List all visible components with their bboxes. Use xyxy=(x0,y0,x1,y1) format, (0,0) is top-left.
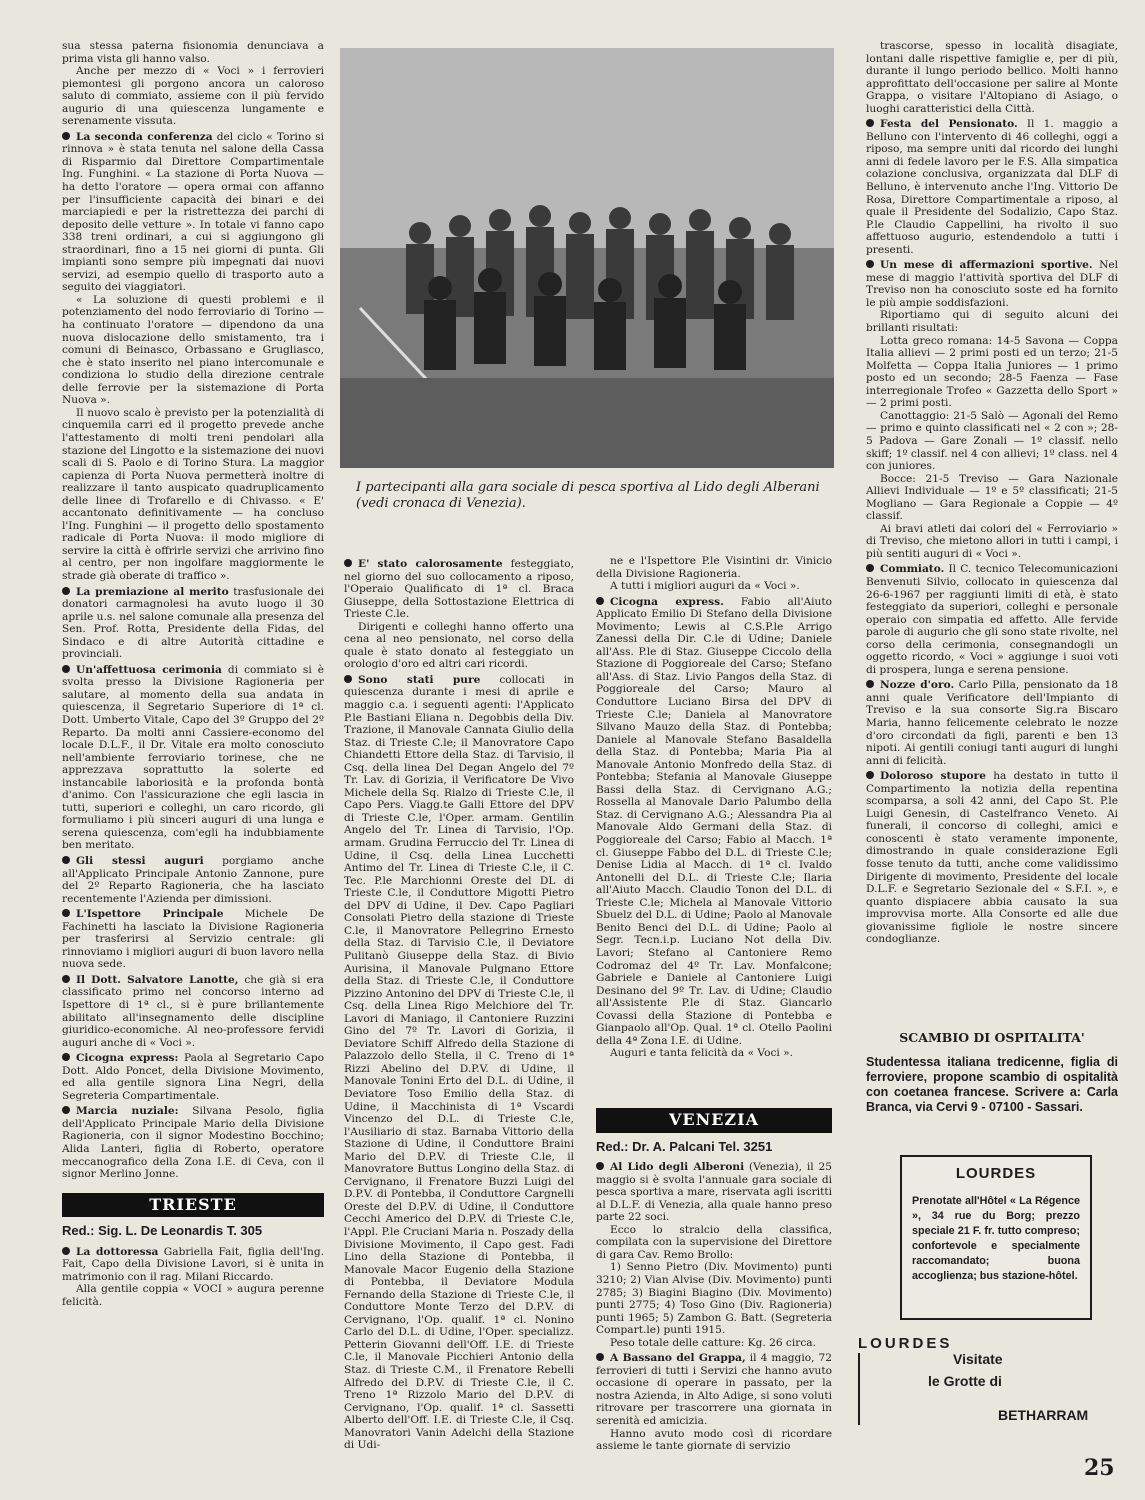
news-item xyxy=(344,558,574,621)
news-item xyxy=(344,674,574,1452)
bullet-icon xyxy=(62,132,70,140)
paragraph xyxy=(866,523,1118,561)
item-text: « La soluzione di questi problemi e il potenziamento del nodo ferroviario di Torino — ha continuato l'oratore — dipendono da una nuova dislocazione dello smistamento, tra i comuni di Beinasco, Orbassano e Grugliasco, che è stato inserito nel piano intercomunale e condiziona lo studio della direzione centrale delle ferrovie per la sistemazione di Porta Nuova ». xyxy=(62,293,324,407)
item-text: Riportiamo qui di seguito alcuni dei brillanti risultati: xyxy=(866,309,1118,335)
column-c xyxy=(596,555,832,1060)
paragraph xyxy=(344,621,574,671)
bullet-icon xyxy=(62,909,70,917)
venezia-items xyxy=(596,1161,832,1453)
news-items xyxy=(866,40,1118,946)
item-text: Il 1. maggio a Belluno con l'intervento di 46 colleghi, oggi a riposo, ma sempre uniti dal ricordo dei lunghi anni di fedele lavoro per le F.S. Alla simpatica colazione conclusiva, organizzata dal DLF di Belluno, è intervenuto anche l'Ing. Vittorio De Rosa, Direttore Compartimentale a riposo, al quale il Presidente del Sodalizio, Capo Staz. P.le Claudio Cappellini, ha rivolto il suo affettuoso augurio, estendendolo a tutti i presenti. xyxy=(866,118,1118,256)
item-text: Ecco lo stralcio della classifica, compilata con la supervisione del Direttore di gara Cav. Remo Brollo: xyxy=(596,1223,832,1261)
editor-line: Red.: Dr. A. Palcani Tel. 3251 xyxy=(596,1138,773,1154)
news-item xyxy=(866,770,1118,946)
news-item xyxy=(62,1052,324,1102)
paragraph xyxy=(62,294,324,407)
bullet-icon xyxy=(62,856,70,864)
exchange-heading: SCAMBIO DI OSPITALITA' xyxy=(899,1030,1085,1045)
item-lead: Marcia nuziale: xyxy=(76,1105,179,1118)
item-lead: Festa del Pensionato. xyxy=(880,118,1018,131)
news-items xyxy=(62,131,324,1181)
paragraph xyxy=(866,473,1118,523)
item-text: Nel mese di maggio l'attività sportiva del DLF di Treviso non ha conosciuto soste ed ha fornito le più ampie soddisfazioni. xyxy=(866,259,1118,309)
editor-line: Red.: Sig. L. De Leonardis T. 305 xyxy=(62,1223,263,1239)
bullet-icon xyxy=(866,771,874,779)
item-lead: E' stato calorosamente xyxy=(358,558,503,570)
item-lead: Cicogna express. xyxy=(610,595,724,608)
paragraph xyxy=(596,1428,832,1453)
item-text: Canottaggio: 21-5 Salò — Agonali del Remo — primo e quinto classificati nel « 2 con »; 28-5 Padova — Gare Zonali — 1º classif. nello skiff; 1º classif. nel 4 con allievi; 1º class. nel 4 con juniores. xyxy=(866,409,1118,473)
item-text: Alla gentile coppia « VOCI » augura perenne felicità. xyxy=(62,1283,324,1308)
ad-line: le Grotte di xyxy=(928,1373,1002,1389)
bullet-icon xyxy=(344,559,352,567)
ad-title: LOURDES xyxy=(955,1165,1037,1182)
item-text: Silvana Pesolo, figlia dell'Applicato Principale Mario della Divisione Ragioneria, con il signor Modestino Bocchino; Alida Lanteri, figlia di Roberto, operatore meccanografico della Zona I.E. di Ceva, con il signor Merlino Jonne. xyxy=(62,1105,324,1181)
news-item xyxy=(866,118,1118,256)
paragraph: sua stessa paterna fisionomia denunciava a prima vista gli hanno valso. xyxy=(62,40,324,65)
item-lead: La seconda conferenza xyxy=(76,130,213,143)
item-lead: Un'affettuosa cerimonia xyxy=(76,663,222,676)
bullet-icon xyxy=(62,587,70,595)
item-lead: La dottoressa xyxy=(76,1245,159,1258)
bullet-icon xyxy=(866,564,874,572)
item-text: di commiato si è svolta presso la Divisione Ragioneria per salutare, al momento della sua andata in quiescenza, il Segretario Superiore di 1ª cl. Dott. Umberto Vitale, Capo del 3º Gruppo del 2º Reparto. Da molti anni Cassiere-economo del locale D.L.F., il Dr. Vitale era molto conosciuto nell'ambiente ferroviario torinese, che ne apprezzava soprattutto la solerte ed instancabile laboriosità e la profonda bontà d'animo. Con l'assicurazione che egli lascia in tutti, superiori e colleghi, un caro ricordo, gli formuliamo i più sinceri auguri di una lunga e serena quiescenza, com'egli ha indubbiamente ben meritato. xyxy=(62,663,325,852)
paragraph xyxy=(596,555,832,580)
item-text: Peso totale delle catture: Kg. 26 circa. xyxy=(610,1336,816,1349)
ad-title: LOURDES xyxy=(858,1335,953,1352)
bullet-icon xyxy=(866,119,874,127)
bullet-icon xyxy=(866,680,874,688)
news-item xyxy=(62,131,324,294)
bullet-icon xyxy=(596,1353,604,1361)
item-text: (Venezia), il 25 maggio si è svolta l'annuale gara sociale di pesca sportiva a mare, riservata agli iscritti al D.L.F. di Venezia, alla quale hanno preso parte 22 soci. xyxy=(596,1161,832,1224)
exchange-notice xyxy=(866,1030,1118,1115)
column-d xyxy=(866,40,1118,1010)
paragraph xyxy=(866,410,1118,473)
item-text: Ai bravi atleti dai colori del « Ferroviario » di Treviso, che mietono allori in tutti i campi, i più sentiti auguri di « Voci ». xyxy=(866,522,1118,560)
column-a xyxy=(62,40,324,1435)
item-text: Gabriella Fait, figlia dell'Ing. Fait, Capo della Divisione Lavori, si è unita in matrimonio con il rag. Milani Riccardo. xyxy=(62,1245,325,1283)
item-lead: Gli stessi auguri xyxy=(76,855,204,867)
item-lead: Al Lido degli Alberoni xyxy=(610,1161,745,1174)
news-item xyxy=(596,596,832,1048)
lourdes-hotel-ad xyxy=(900,1155,1092,1320)
paragraph xyxy=(62,1283,324,1308)
item-lead: La premiazione al merito xyxy=(76,585,229,598)
item-lead: Doloroso stupore xyxy=(880,770,986,783)
bullet-icon xyxy=(62,1106,70,1114)
item-text: che già si era classificato primo nel concorso interno ad Ispettore di 1ª cl., si è pure brillantemente abilitato all'insegnamento delle discipline giuridico-economiche. Al neo-professore fervidi auguri anche di « Voci ». xyxy=(62,973,324,1049)
item-text: Auguri e tanta felicità da « Voci ». xyxy=(610,1047,794,1060)
paragraph xyxy=(866,309,1118,334)
item-text: Hanno avuto modo così di ricordare assieme le tante giornate di servizio xyxy=(596,1427,832,1453)
item-lead: Nozze d'oro. xyxy=(880,679,955,692)
bullet-icon xyxy=(62,1247,70,1255)
item-lead: Commiato. xyxy=(880,563,945,576)
item-text: Paola al Segretario Capo Dott. Aldo Poncet, della Divisione Movimento, ed alla gentile signora Lina Negri, della Segreteria Compartimentale. xyxy=(62,1052,324,1102)
paragraph xyxy=(62,407,324,583)
exchange-body: Studentessa italiana tredicenne, figlia di ferroviere, propone scambio di ospitalità con coetanea francese. Scrivere a: Carla Branca, via Cervi 9 - 07100 - Sassari. xyxy=(866,1055,1118,1114)
item-text: Bocce: 21-5 Treviso — Gara Nazionale Allievi Individuale — 1º e 5º classificati; 21-5 Mogliano — Gara Regionale a Coppie — 4º classif. xyxy=(866,472,1118,523)
paragraph xyxy=(596,1224,832,1262)
bullet-icon xyxy=(344,675,352,683)
bullet-icon xyxy=(596,1162,604,1170)
bullet-icon xyxy=(62,975,70,983)
news-item xyxy=(866,563,1118,676)
paragraph xyxy=(596,1261,832,1336)
page-number: 25 xyxy=(1084,1455,1115,1481)
news-item xyxy=(62,664,324,852)
item-text: Il C. tecnico Telecomunicazioni Benvenuti Silvio, collocato in quiescenza dal 26-6-1967 per raggiunti limiti di età, è stato festeggiato da superiori, colleghi e personale operaio con simpatia ed affetto. Alle fervide parole di augurio che gli sono state rivolte, nel corso della cerimonia, consegnandogli un oggetto ricordo, « Voci » aggiunge i suoi voti di prospera, lunga e serena pensione. xyxy=(866,563,1118,676)
bullet-icon xyxy=(62,665,70,673)
news-item xyxy=(62,1105,324,1180)
ad-line: BETHARRAM xyxy=(998,1407,1089,1423)
item-text: festeggiato, nel giorno del suo collocamento a riposo, l'Operaio Qualificato di 1ª cl. Braca Giuseppe, della Sottostazione Elettrica di Trieste C.le. xyxy=(344,558,574,621)
news-item xyxy=(62,908,324,971)
news-item xyxy=(596,1161,832,1224)
item-text: il 4 maggio, 72 ferrovieri di tutti i Servizi che hanno avuto occasione di operare in passato, per la nostra Azienda, in Alto Adige, si sono voluti ritrovare per trascorrere una giornata in serenità ed amicizia. xyxy=(596,1352,832,1428)
ad-line: Visitate xyxy=(953,1351,1003,1367)
item-text: ne e l'Ispettore P.le Visintini dr. Vinicio della Divisione Ragioneria. xyxy=(596,555,832,580)
photo-caption: I partecipanti alla gara sociale di pesca sportiva al Lido degli Alberani (vedi cronaca di Venezia). xyxy=(356,480,820,511)
bullet-icon xyxy=(866,260,874,268)
item-lead: Cicogna express: xyxy=(76,1052,179,1065)
item-text: trascorse, spesso in località disagiate, lontani dalle rispettive famiglie e, per di più, durante il lungo periodo bellico. Molti hanno approfittato dell'occasione per salire al Monte Grappa, o visitare l'Altopiano di Asiago, o luoghi caratteristici della Città. xyxy=(866,40,1118,115)
paragraph xyxy=(866,335,1118,410)
item-text: del ciclo « Torino si rinnova » è stata tenuta nel salone della Cassa di Risparmio dal Direttore Compartimentale Ing. Funghini. « La stazione di Porta Nuova — ha detto l'oratore — opera ormai con affanno per l'insufficiente capacità dei binari e dei marciapiedi e per la ristrettezza dei parchi di deposito delle vetture ». In totale vi fanno capo 338 treni ordinari, a cui si aggiungono gli straordinari, fino a 15 nei giorni di punta. Gli impianti sono sempre più impegnati dai nuovi servizi, ad esempio quello di trasporto auto a seguito dei viaggiatori. xyxy=(62,130,324,294)
paragraph xyxy=(866,40,1118,115)
item-text: Lotta greco romana: 14-5 Savona — Coppa Italia allievi — 2 primi posti ed un terzo; 21-5 Molfetta — Coppa Italia Juniores — 1 primo posto ed un secondo; 28-5 Faenza — Fase interregionale Trofeo « Gazzetta dello Sport » — 2 primi posti. xyxy=(866,334,1118,410)
group-photo-illustration xyxy=(340,48,834,468)
section-banner-venezia: VENEZIA xyxy=(596,1108,832,1133)
item-text: trasfusionale dei donatori carmagnolesi ha avuto luogo il 30 aprile u.s. nel salone comunale alla presenza del Sen. Prof. Rotta, Presidente della Fidas, del Sindaco e di altre Autorità cittadine e provinciali. xyxy=(62,585,324,661)
news-items xyxy=(596,555,832,1060)
paragraph xyxy=(596,1047,832,1060)
news-item xyxy=(62,974,324,1049)
news-item xyxy=(866,679,1118,767)
news-item xyxy=(62,586,324,661)
bullet-icon xyxy=(596,597,604,605)
lourdes-grotto-ad xyxy=(858,1335,1118,1427)
column-b xyxy=(344,555,574,1450)
group-photo xyxy=(340,48,834,468)
item-text: collocati in quiescenza durante i mesi di aprile e maggio c.a. i seguenti agenti: l'Applicato P.le Bastiani Eliana n. Degobbis della Div. Trazione, il Manovale Cannata Giulio della Staz. di Trieste C.le; il Manovratore Capo Chiandetti Ettore della Staz. di Tarvisio, il Csq. della linea Del Degan Angelo del 7º Tr. Lav. di Gorizia, il Verificatore De Vivo Michele della Sq. Rialzo di Trieste C.le, il Capo Pers. Viagg.te Galli Ettore del DPV di Trieste C.le, l'Oper. armam. Gentilin Angelo del Tr. Linea di Tarvisio, l'Op. armam. Grudina Ferruccio del Tr. Linea di Udine, il Csq. della Linea Lucchetti Antimo del Tr. Linea di Trieste C.le, il C. Tec. P.le Marchionni Oreste del DL di Trieste C.le, il Conduttore Migotti Pietro del DPV di Udine, il Dev. Capo Pagliari Consolati Pietro della stazione di Trieste C.le, il Manovratore Pellegrino Ernesto della Staz. di Tarvisio C.le, il Deviatore Pulitanò Giuseppe della Staz. di Bivio Aurisina, il Manovale Pulgnano Ettore della Staz. di Trieste C.le, il Conduttore Pizzino Antonino del DPV di Trieste C.le, il Csq. della Linea Rigo Melchiore del Tr. Lavori di Maniago, il Cantoniere Ruzzini Gino del 7º Tr. Lavori di Gorizia, il Deviatore Schiff Alfredo della Stazione di Palazzolo dello Stella, il C. Treno di 1ª Rizzi Abelino del D.P.V. di Udine, il Manovale Tonini Erto del D.L. di Udine, il Deviatore Toso Emilio della Staz. di Udine, il Macchinista di 1ª Vscardi Vincenzo del D.L. di Trieste C.le, l'Ausiliario di staz. Barnaba Vittorio della Stazione di Udine, il Conduttore Braini Mario del D.P.V. di Trieste C.le, il Manovratore Buttus Longino della Staz. di Cervignano, il Frenatore Buzzi Luigi del D.P.V. di Pontebba, il Conduttore Cargnelli Oreste del D.P.V. di Udine, il Conduttore Cecchi Americo del D.P.V. di Trieste C.le, l'Appl. P.le Cruciani Maria n. Poszady della Divisione Movimento, il Capo gest. Fadi Lino della Stazione di Pontebba, il Manovale Macor Eugenio della Stazione di Pontebba, il Deviatore Modula Fernando della Stazione di Trieste C.le, il Conduttore Monte Terzo del D.P.V. di Cervignano, l'Op. qualif. 1ª cl. Nonino Carlo del D.L. di Udine, l'Oper. specializz. Petterin Giovanni dell'Off. I.E. di Trieste C.le, il Manovale Picchieri Antonio della Staz. di Trieste C.M., il Frenatore Rebelli Alfredo del D.P.V. di Trieste C.le, il C. Treno 1ª Rizzolo Mario del D.P.V. di Cervignano, l'Op. qualif. 1ª cl. Sassetti Alberto dell'Off. I.E. di Trieste C.le, il Csq. Manovratori Vanin Adelchi della Stazione di Udi- xyxy=(344,673,574,1452)
item-text: Carlo Pilla, pensionato da 18 anni quale Verificatore dell'Impianto di Treviso e la sua consorte Sig.ra Biscaro Maria, hanno felicemente celebrato le nozze d'oro circondati da figli, parenti e ben 13 nipoti. Ai gentili coniugi tanti auguri di lunghi anni di felicità. xyxy=(866,679,1119,767)
item-lead: Sono stati pure xyxy=(358,673,481,686)
news-item xyxy=(62,855,324,905)
news-item xyxy=(866,259,1118,309)
news-item xyxy=(62,1246,324,1284)
bullet-icon xyxy=(62,1053,70,1061)
item-lead: Il Dott. Salvatore Lanotte, xyxy=(76,973,239,986)
item-text: ha destato in tutto il Compartimento la notizia della repentina scomparsa, a soli 42 anni, del Capo St. P.le Luigi Genesin, di Castelfranco Veneto. Ai funerali, il concorso di colleghi, amici e conoscenti è stato veramente imponente, dimostrando in quale considerazione Egli fosse tenuto da tutti, anche come validissimo Dirigente di movimento, Presidente del locale D.L.F. e Segretario Sezionale del « S.F.I. », e quanto dispiacere abbia causato la sua improvvisa morte. Alla Consorte ed alle due giovanissime figliole le nostre sincere condoglianze. xyxy=(866,770,1118,946)
item-lead: Un mese di affermazioni sportive. xyxy=(880,259,1093,272)
item-text: porgiamo anche all'Applicato Principale Antonio Zannone, pure del 2º Reparto Ragioneria, che ha lasciato recentemente l'Azienda per dimissioni. xyxy=(62,855,324,905)
paragraph xyxy=(596,580,832,593)
paragraph: Anche per mezzo di « Voci » i ferrovieri piemontesi gli porgono ancora un caloroso saluto di commiato, assieme con il più fervido augurio di una quiescenza lungamente e serenamente vissuta. xyxy=(62,65,324,128)
item-text: Il nuovo scalo è previsto per la potenzialità di cinquemila carri ed il progetto prevede anche l'attestamento di molti treni pendolari alla stazione del Lingotto e la sistemazione dei nuovi scali di S. Paolo e di Torino Stura. La maggior capienza di Porta Nuova permetterà inoltre di realizzare il tanto auspicato quadruplicamento delle linee di Trofarello e di Chivasso. « E' accantonato definitivamente — ha concluso l'Ing. Funghini — il progetto dello spostamento radicale di Porta Nuova: il modo migliore di servire la città è offrirle servizi che arrivino fino al centro, per non ingolfare maggiormente le strade già oberate di traffico ». xyxy=(62,406,324,582)
item-text: A tutti i migliori auguri da « Voci ». xyxy=(610,580,800,593)
section-banner-trieste: TRIESTE xyxy=(62,1193,324,1218)
ad-divider xyxy=(858,1353,860,1425)
item-lead: L'Ispettore Principale xyxy=(76,908,224,921)
item-lead: A Bassano del Grappa, xyxy=(610,1352,746,1365)
news-items xyxy=(344,558,574,1452)
item-text: 1) Senno Pietro (Div. Movimento) punti 3210; 2) Vian Alvise (Div. Movimento) punti 2785; 3) Biagini Biagino (Div. Movimento) punti 2775; 4) Toso Gino (Div. Ragioneria) punti 1965; 5) Zambon G. Batt. (Segreteria Compart.le) punti 1915. xyxy=(596,1261,832,1337)
news-item xyxy=(596,1352,832,1427)
item-text: Michele De Fachinetti ha lasciato la Divisione Ragioneria per trasferirsi al Servizio centrale: gli rinnoviamo i migliori auguri di buon lavoro nella nuova sede. xyxy=(62,908,324,971)
paragraph xyxy=(596,1337,832,1350)
item-text: Fabio all'Aiuto Applicato Emilio Di Stefano della Divisione Movimento; Lewis al C.S.P.le Arrigo Zanessi della Dir. C.le di Udine; Daniele all'Ass. P.le di Staz. Giuseppe Ciccolo della Stazione di Poggioreale del Carso; Stefano all'Ass. di Staz. Livio Pangos della Staz. di Poggioreale del Carso; Mauro al Conduttore Luciano Birsa del DPV di Trieste C.le; Daniela al Manovratore Silvano Mauzo della Staz. di Pontebba; Daniele al Manovale Stefano Basaldella della Staz. di Pontebba; Maria Pia al Manovale Antonio Monfredo della Staz. di Pontebba; Stefania al Manovale Giuseppe Bassi della Staz. di Cervignano A.G.; Rossella al Manovale Dario Palumbo della Staz. di Cervignano A.G.; Alessandra Pia al Manovale Aldo Germani della Staz. di Poggioreale del Carso; Fabio al Macch. 1ª cl. Giuseppe Fabbo del D.L. di Trieste C.le; Denise Lidia al Macch. di 1ª cl. Ivaldo Antonelli del D.L. di Trieste C.le; Ilaria all'Aiuto Macch. Claudio Tonon del D.L. di Trieste C.le; Michela al Manovale Vittorio Sbuelz del D.L. di Udine; Paolo al Manovale Benito Benci del D.L. di Udine; Paolo al Segr. Tecn.i.p. Luciano Not della Div. Lavori; Stefano al Cantoniere Remo Codromaz del 4º Tr. Lav. Monfalcone; Gabriele e Daniele al Cantoniere Luigi Desinano del 9º Tr. Lav. di Udine; Claudio all'Assistente P.le di Staz. Giancarlo Covassi della Stazione di Pontebba e Gianpaolo all'Op. Qual. 1ª cl. Otello Paolini della 4ª Zona I.E. di Udine. xyxy=(596,595,832,1047)
trieste-items xyxy=(62,1246,324,1309)
ad-body: Prenotate all'Hôtel « La Régence », 34 rue du Borg; prezzo speciale 21 F. fr. tutto compreso; confortevole e specialmente raccomandato; buona accoglienza; bus stazione-hôtel. xyxy=(912,1195,1080,1282)
item-text: Dirigenti e colleghi hanno offerto una cena al neo pensionato, nel corso della quale è stato donato al festeggiato un orologio d'oro ed altri cari ricordi. xyxy=(344,620,574,671)
column-c-venezia xyxy=(596,1108,832,1453)
